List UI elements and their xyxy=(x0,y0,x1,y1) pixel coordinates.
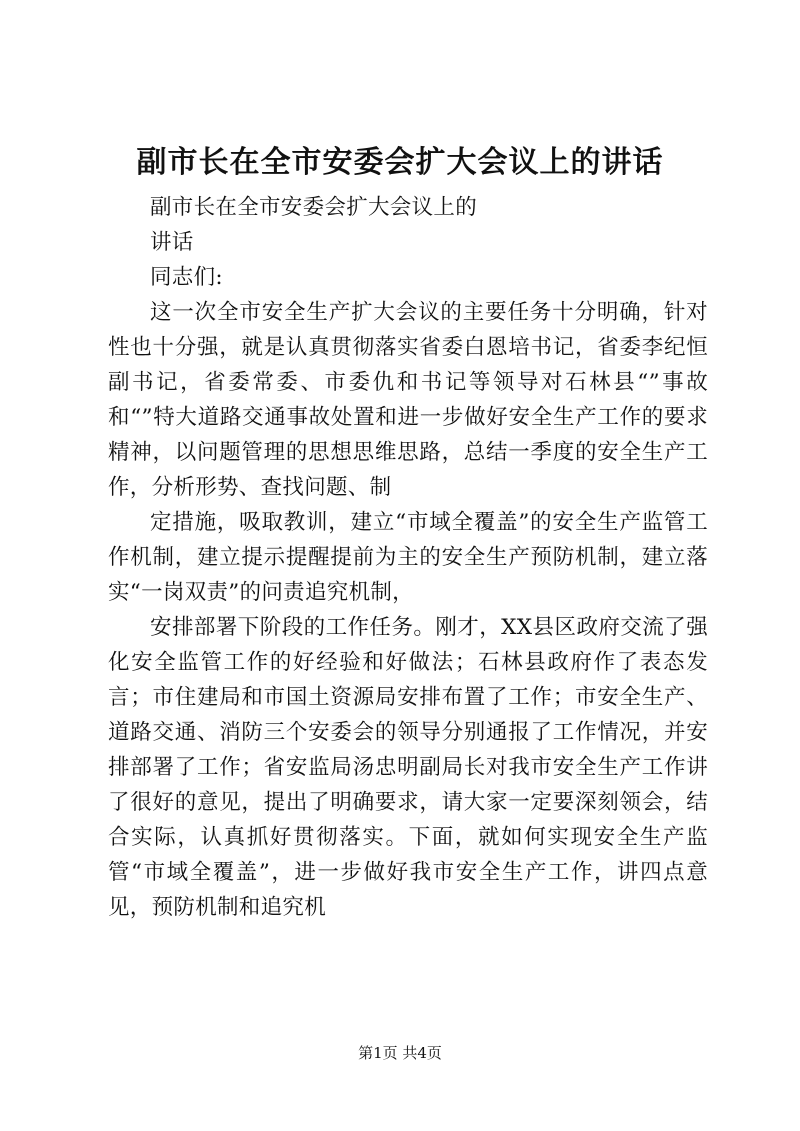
paragraph-1: 这一次全市安全生产扩大会议的主要任务十分明确，针对性也十分强，就是认真贯彻落实省委白恩培书记，省委李纪恒副书记，省委常委、市委仇和书记等领导对石林县“”事故和“”特大道路交通事故处置和进一步做好安全生产工作的要求精神，以问题管理的思想思维思路，总结一季度的安全生产工作，分析形势、查找问题、制 xyxy=(108,300,708,500)
paragraph-subtitle: 副市长在全市安委会扩大会议上的 xyxy=(150,195,478,220)
paragraph-salutation: 同志们: xyxy=(150,265,223,290)
paragraph-2: 定措施，吸取教训，建立“市域全覆盖”的安全生产监管工作机制，建立提示提醒提前为主的安全生产预防机制，建立落实“一岗双责”的问责追究机制， xyxy=(108,510,708,605)
paragraph-subtitle-cont: 讲话 xyxy=(150,230,194,255)
document-title: 副市长在全市安委会扩大会议上的讲话 xyxy=(136,145,664,180)
document-body xyxy=(108,190,708,925)
paragraph-3: 安排部署下阶段的工作任务。刚才，XX县区政府交流了强化安全监管工作的好经验和好做法；石林县政府作了表态发言；市住建局和市国土资源局安排布置了工作；市安全生产、道路交通、消防三个安委会的领导分别通报了工作情况，并安排部署了工作；省安监局汤忠明副局长对我市安全生产工作讲了很好的意见，提出了明确要求，请大家一定要深刻领会，结合实际，认真抓好贯彻落实。下面，就如何实现安全生产监管“市域全覆盖”，进一步做好我市安全生产工作，讲四点意见，预防机制和追究机 xyxy=(108,615,708,920)
page-footer: 第1页 共4页 xyxy=(358,1044,442,1062)
